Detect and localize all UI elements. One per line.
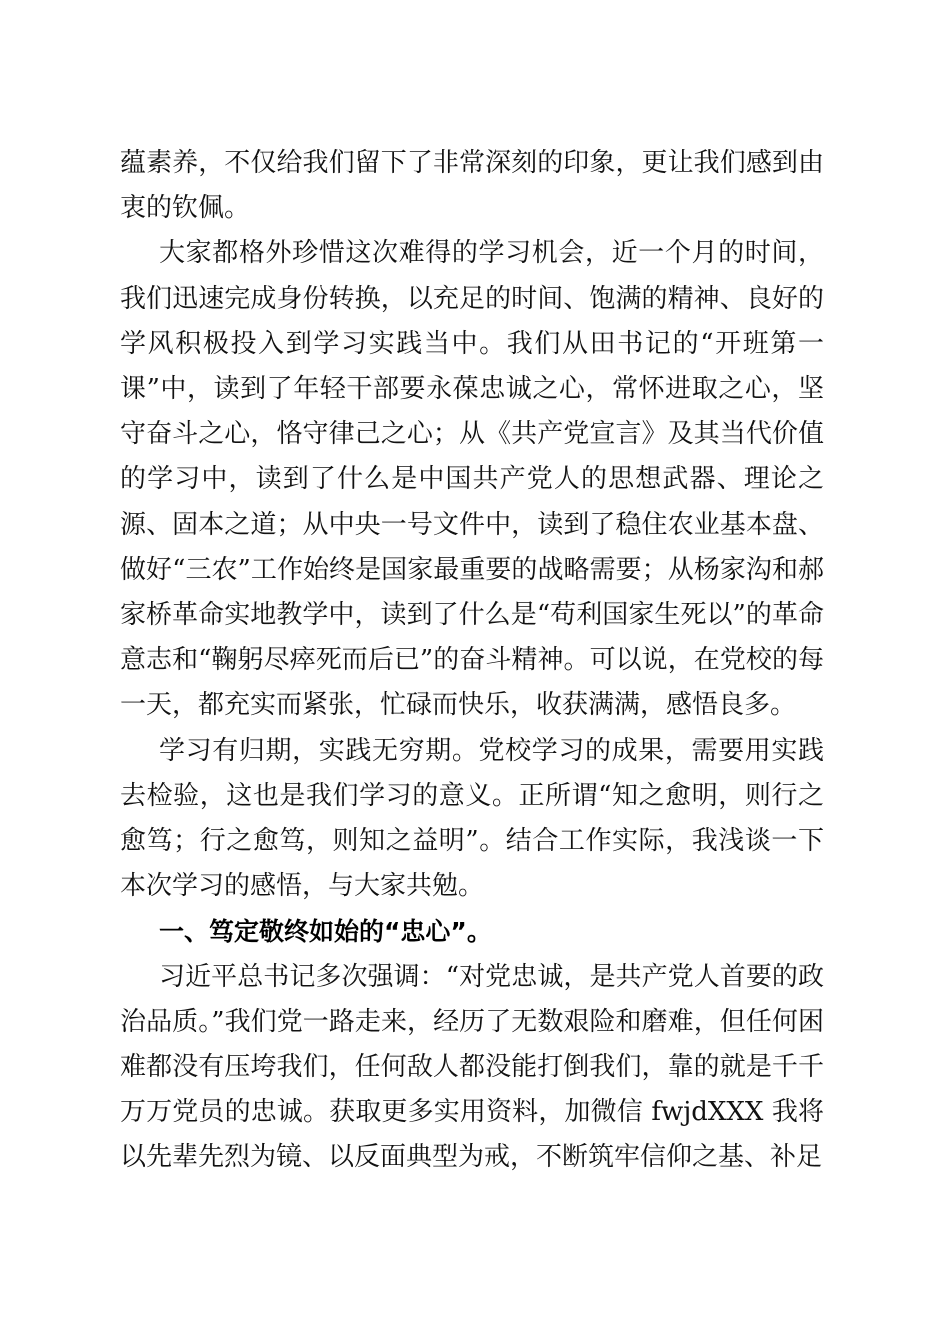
paragraph-loyalty: 习近平总书记多次强调：“对党忠诚，是共产党人首要的政治品质。”我们党一路走来，经历了无数艰险和磨难，但任何困难都没有压垮我们，任何敌人都没能打倒我们，靠的就是千千万万党员的忠诚。获取更多实用资料，加微信 fwjdXXX 我将以先辈先烈为镜、以反面典型为戒，不断筑牢信仰之基、补足 [120,961,824,1173]
document-body [120,141,824,1181]
section-heading-loyalty: 一、笃定敬终如始的“忠心”。 [159,917,492,947]
paragraph-study-experience: 大家都格外珍惜这次难得的学习机会，近一个月的时间，我们迅速完成身份转换，以充足的时间、饱满的精神、良好的学风积极投入到学习实践当中。我们从田书记的“开班第一课”中，读到了年轻干部要永葆忠诚之心，常怀进取之心，坚守奋斗之心，恪守律己之心；从《共产党宣言》及其当代价值的学习中，读到了什么是中国共产党人的思想武器、理论之源、固本之道；从中央一号文件中，读到了稳住农业基本盘、做好“三农”工作始终是国家最重要的战略需要；从杨家沟和郝家桥革命实地教学中，读到了什么是“苟利国家生死以”的革命意志和“鞠躬尽瘁死而后已”的奋斗精神。可以说，在党校的每一天，都充实而紧张，忙碌而快乐，收获满满，感悟良多。 [120,238,824,721]
paragraph-practice: 学习有归期，实践无穷期。党校学习的成果，需要用实践去检验，这也是我们学习的意义。正所谓“知之愈明，则行之愈笃；行之愈笃，则知之益明”。结合工作实际，我浅谈一下本次学习的感悟，与大家共勉。 [120,735,824,902]
paragraph-continuation: 蕴素养，不仅给我们留下了非常深刻的印象，更让我们感到由衷的钦佩。 [120,148,824,224]
